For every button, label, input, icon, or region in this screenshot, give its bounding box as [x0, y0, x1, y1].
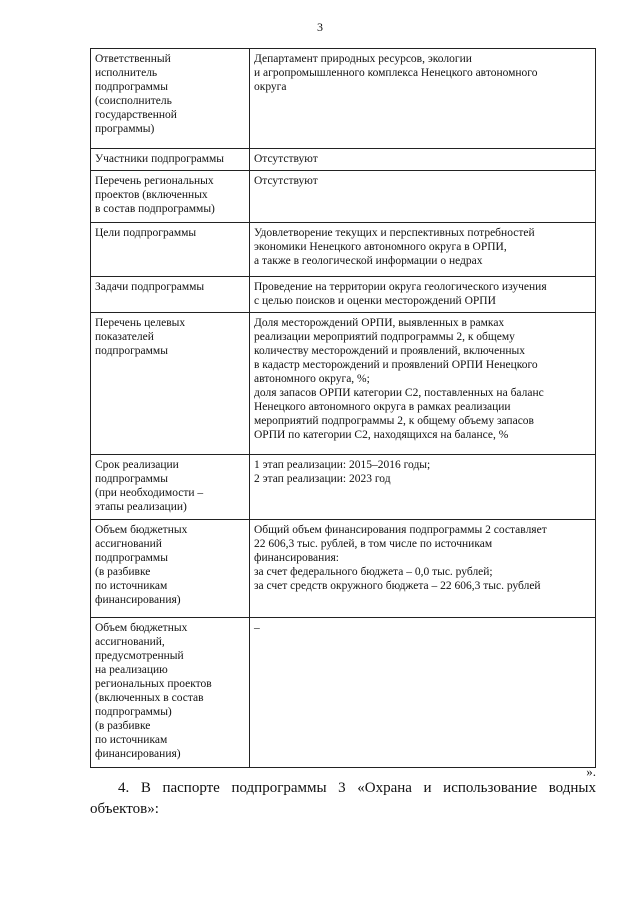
- cell-text: Срок реализации подпрограммы (при необходимости – этапы реализации): [95, 459, 204, 513]
- cell-text: –: [254, 622, 260, 634]
- table-row: [91, 618, 596, 768]
- cell-text: Проведение на территории округа геологического изучения с целью поисков и оценки месторождений ОРПИ: [254, 281, 547, 307]
- row-label-budget: [91, 520, 250, 618]
- table-row: [91, 277, 596, 313]
- body-paragraph: 4. В паспорте подпрограммы 3 «Охрана и использование водных объектов»:: [90, 780, 596, 817]
- cell-text: Удовлетворение текущих и перспективных потребностей экономики Ненецкого автономного округа в ОРПИ, а также в геологической информации о недрах: [254, 227, 535, 267]
- cell-text: Департамент природных ресурсов, экологии и агропромышленного комплекса Ненецкого автономного округа: [254, 53, 538, 93]
- table-row: [91, 223, 596, 277]
- row-label-regional-budget: [91, 618, 250, 768]
- row-value-budget: [250, 520, 596, 618]
- row-label-timeline: [91, 455, 250, 520]
- row-value-regional-projects: [250, 171, 596, 223]
- row-value-regional-budget: [250, 618, 596, 768]
- row-value-goals: [250, 223, 596, 277]
- cell-text: 1 этап реализации: 2015–2016 годы; 2 этап реализации: 2023 год: [254, 459, 431, 485]
- row-value-indicators: [250, 313, 596, 455]
- table-row: [91, 149, 596, 171]
- cell-text: Отсутствуют: [254, 153, 318, 165]
- row-label-responsible-executor: [91, 49, 250, 149]
- table-row: [91, 455, 596, 520]
- cell-text: Объем бюджетных ассигнований подпрограммы (в разбивке по источникам финансирования): [95, 524, 188, 606]
- page-number: 3: [317, 20, 323, 34]
- row-label-goals: [91, 223, 250, 277]
- cell-text: Отсутствуют: [254, 175, 318, 187]
- row-value-participants: [250, 149, 596, 171]
- table-row: [91, 171, 596, 223]
- row-label-participants: [91, 149, 250, 171]
- closing-quote-mark: ».: [586, 764, 596, 779]
- subprogram-passport-table: [90, 48, 596, 768]
- table-row: [91, 313, 596, 455]
- row-label-tasks: [91, 277, 250, 313]
- cell-text: Общий объем финансирования подпрограммы 2 составляет 22 606,3 тыс. рублей, в том числе по источникам финансирования: за счет федерального бюджета – 0,0 тыс. рублей; за счет средств окружного бюджета – 22 606,3 тыс. рублей: [254, 524, 547, 592]
- row-label-indicators: [91, 313, 250, 455]
- cell-text: Цели подпрограммы: [95, 227, 197, 239]
- cell-text: Доля месторождений ОРПИ, выявленных в рамках реализации мероприятий подпрограммы 2, к общему количеству месторождений и проявлений, включенных в кадастр месторождений и проявлений ОРПИ Ненецкого автономного округа, %; доля запасов ОРПИ категории С2, поставленных на баланс Ненецкого автономного округа в рамках реализации мероприятий подпрограммы 2, к общему объему запасов ОРПИ по категории С2, находящихся на балансе, %: [254, 317, 544, 441]
- cell-text: Задачи подпрограммы: [95, 281, 205, 293]
- cell-text: Ответственный исполнитель подпрограммы (соисполнитель государственной программы): [95, 53, 177, 135]
- row-value-timeline: [250, 455, 596, 520]
- row-value-responsible-executor: [250, 49, 596, 149]
- cell-text: Перечень целевых показателей подпрограммы: [95, 317, 186, 357]
- row-value-tasks: [250, 277, 596, 313]
- row-label-regional-projects: [91, 171, 250, 223]
- cell-text: Объем бюджетных ассигнований, предусмотренный на реализацию региональных проектов (включенных в состав подпрограммы) (в разбивке по источникам финансирования): [95, 622, 212, 760]
- table-row: [91, 520, 596, 618]
- cell-text: Перечень региональных проектов (включенных в состав подпрограммы): [95, 175, 215, 215]
- table-row: [91, 49, 596, 149]
- cell-text: Участники подпрограммы: [95, 153, 225, 165]
